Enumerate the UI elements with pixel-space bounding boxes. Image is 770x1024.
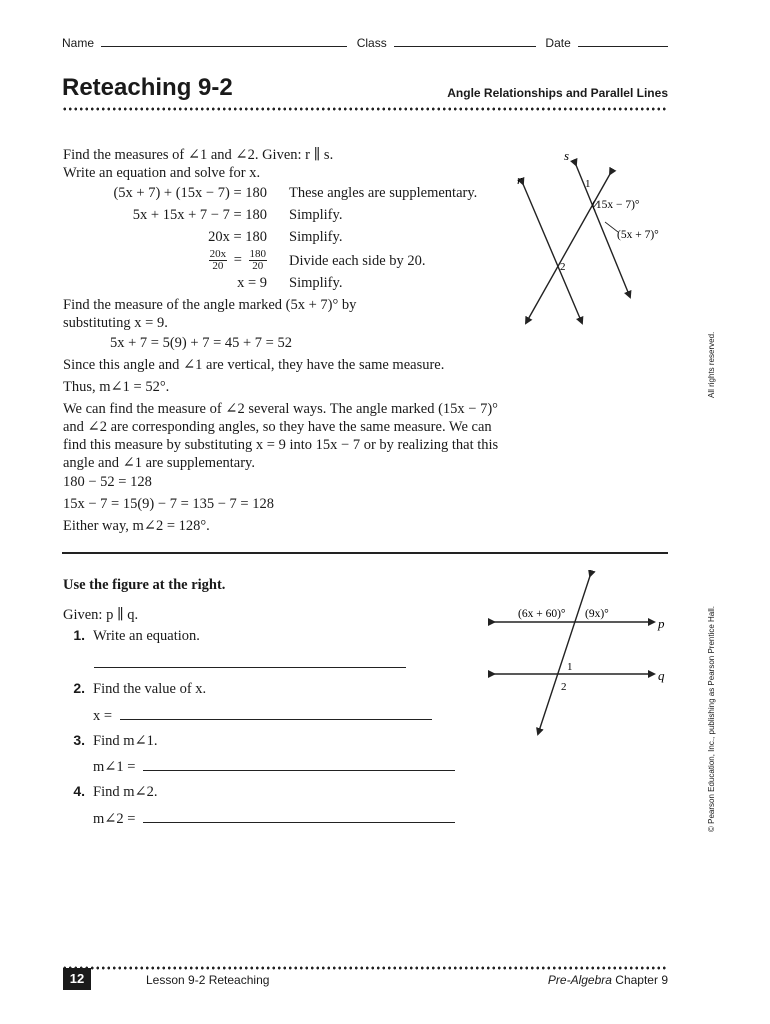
footer-lesson: Lesson 9-2 Reteaching — [146, 973, 270, 987]
para3-line4: angle and ∠1 are supplementary. — [63, 455, 255, 471]
calc-1: 5x + 7 = 5(9) + 7 = 45 + 7 = 52 — [110, 335, 292, 351]
question-4: 4. Find m∠2. — [73, 783, 158, 800]
step-4-equation: $\frac{20x}{20}$ = $\frac{180}{20}$ — [209, 248, 266, 272]
step-1-equation: (5x + 7) + (15x − 7) = 180 — [113, 185, 267, 201]
fraction-left: $\frac{20x}{20}$ — [209, 248, 227, 272]
footer-divider — [62, 966, 668, 970]
name-field[interactable] — [101, 34, 347, 47]
para1-line2: substituting x = 9. — [63, 315, 168, 331]
title-divider — [62, 107, 668, 111]
label-p: p — [658, 616, 665, 631]
parallel-lines-figure-1 — [500, 140, 690, 340]
para2-line2: Thus, m∠1 = 52°. — [63, 379, 170, 395]
date-field[interactable] — [578, 34, 668, 47]
page-subtitle: Angle Relationships and Parallel Lines — [447, 86, 668, 100]
answer-3: m∠1 = — [93, 758, 455, 776]
para3-line2: and ∠2 are corresponding angles, so they have the same measure. We can — [63, 419, 492, 435]
label-9x: (9x)° — [585, 608, 609, 620]
question-3: 3. Find m∠1. — [73, 732, 158, 749]
label-r: r — [517, 172, 523, 187]
transversal-2 — [538, 576, 590, 734]
question-2: 2. Find the value of x. — [73, 680, 207, 697]
page-title: Reteaching 9-2 — [62, 74, 233, 101]
answer-4: m∠2 = — [93, 810, 455, 828]
label-6x-60: (6x + 60)° — [518, 608, 566, 620]
example-line2: Write an equation and solve for x. — [63, 165, 261, 181]
label-angle-2b: 2 — [561, 681, 567, 693]
answer-4-line[interactable] — [143, 810, 455, 823]
class-field[interactable] — [394, 34, 536, 47]
exercise-heading: Use the figure at the right. — [63, 577, 226, 593]
answer-3-line[interactable] — [143, 758, 455, 771]
answer-2: x = — [93, 707, 432, 725]
label-angle-1: 1 — [585, 178, 591, 190]
footer-book: Pre-Algebra Chapter 9 — [547, 973, 668, 987]
exercise-given: Given: p ∥ q. — [63, 607, 139, 623]
page-number: 12 — [63, 968, 91, 990]
para3-line3: find this measure by substituting x = 9 into 15x − 7 or by realizing that this — [63, 437, 499, 453]
label-15x-7: (15x − 7)° — [592, 199, 640, 211]
para3-line1: We can find the measure of ∠2 several ways. The angle marked (15x − 7)° — [63, 401, 498, 417]
question-1: 1. Write an equation. — [73, 627, 200, 644]
transversal — [526, 174, 610, 323]
conclusion: Either way, m∠2 = 128°. — [63, 518, 210, 534]
answer-1-line[interactable] — [94, 667, 406, 668]
step-1-note: These angles are supplementary. — [289, 185, 478, 201]
example-line1: Find the measures of ∠1 and ∠2. Given: r ∥ s. — [63, 147, 334, 163]
step-2-equation: 5x + 15x + 7 − 7 = 180 — [132, 207, 267, 223]
line-r — [523, 184, 582, 323]
date-label: Date — [545, 36, 571, 50]
step-4-note: Divide each side by 20. — [289, 253, 426, 269]
step-3-equation: 20x = 180 — [208, 229, 267, 245]
label-angle-2: 2 — [560, 261, 566, 273]
label-5x-7: (5x + 7)° — [617, 229, 659, 241]
step-3-note: Simplify. — [289, 229, 343, 245]
section-divider — [62, 552, 668, 554]
fraction-right: $\frac{180}{20}$ — [249, 248, 266, 272]
label-angle-1b: 1 — [567, 661, 573, 673]
class-label: Class — [356, 36, 387, 50]
para2-line1: Since this angle and ∠1 are vertical, they have the same measure. — [63, 357, 445, 373]
step-2-note: Simplify. — [289, 207, 343, 223]
label-q: q — [658, 668, 665, 683]
step-5-equation: x = 9 — [237, 275, 267, 291]
para1-line1: Find the measure of the angle marked (5x + 7)° by — [63, 297, 357, 313]
label-s: s — [564, 148, 570, 163]
answer-2-line[interactable] — [120, 707, 432, 720]
step-5-note: Simplify. — [289, 275, 343, 291]
parallel-lines-figure-2 — [488, 570, 678, 740]
header-fields — [62, 34, 670, 50]
side-rights: All rights reserved. — [707, 331, 716, 398]
side-copyright: © Pearson Education, Inc., publishing as Pearson Prentice Hall. — [707, 605, 716, 832]
name-label: Name — [62, 36, 95, 50]
calc-3: 15x − 7 = 15(9) − 7 = 135 − 7 = 128 — [63, 496, 274, 512]
calc-2: 180 − 52 = 128 — [63, 474, 152, 490]
